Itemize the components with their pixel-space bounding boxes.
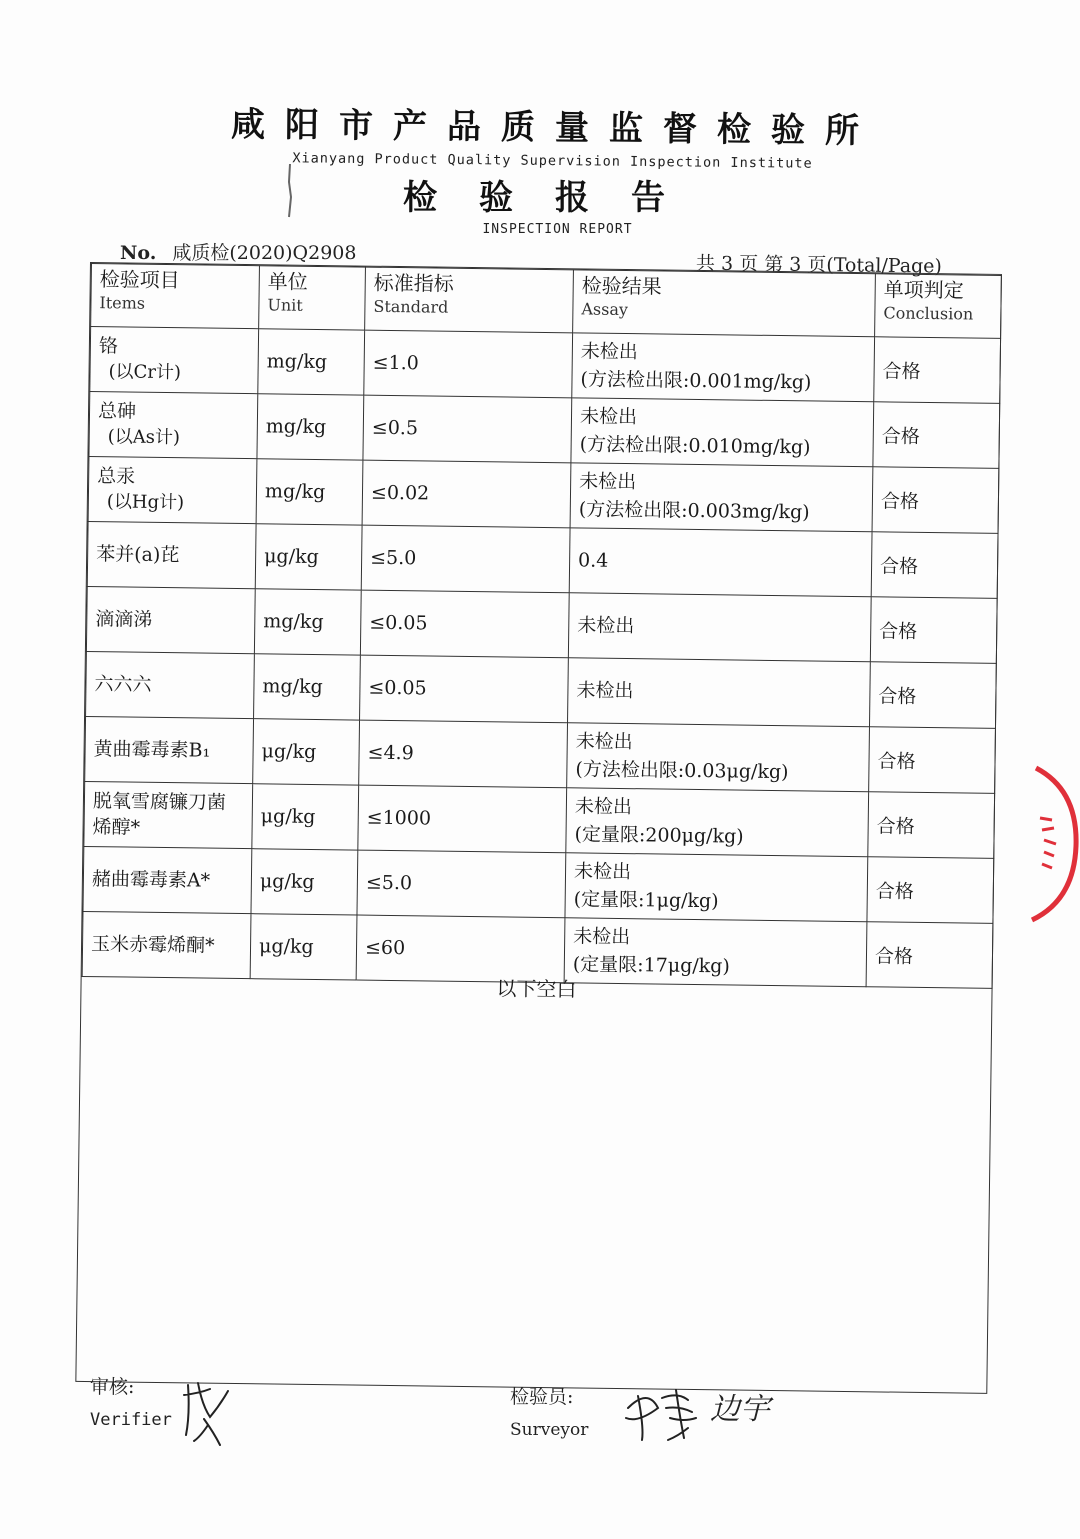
cell-assay bbox=[572, 333, 875, 402]
cell-standard: ≤5.0 bbox=[357, 850, 566, 918]
cell-standard: ≤1.0 bbox=[364, 330, 573, 398]
item-name: 总汞 bbox=[97, 465, 136, 488]
page-info: 共 3 页 第 3 页(Total/Page) bbox=[695, 252, 943, 278]
item-name: 总砷 bbox=[97, 400, 137, 423]
header-standard-en: Standard bbox=[373, 296, 449, 317]
blank-below-note: 以下空白 bbox=[496, 976, 577, 1002]
header-standard bbox=[365, 267, 574, 333]
cell-conclusion: 合格 bbox=[866, 922, 993, 989]
cell-standard: ≤60 bbox=[356, 915, 565, 983]
cell-unit: mg/kg bbox=[256, 459, 363, 525]
cell-standard: ≤5.0 bbox=[361, 525, 570, 593]
cell-assay bbox=[566, 788, 869, 857]
assay-result: 未检出 bbox=[576, 679, 634, 703]
assay-result: 未检出 bbox=[574, 795, 633, 819]
cell-unit: μg/kg bbox=[250, 914, 357, 980]
cell-item bbox=[87, 521, 256, 588]
header-items bbox=[91, 264, 260, 329]
header-conclusion-cn: 单项判定 bbox=[883, 277, 964, 303]
header-assay-cn: 检验结果 bbox=[581, 273, 662, 299]
cell-conclusion: 合格 bbox=[874, 337, 1001, 404]
cell-item bbox=[84, 781, 253, 848]
table-row bbox=[88, 457, 999, 534]
cell-item bbox=[85, 716, 254, 783]
report-number-value: 咸质检(2020)Q2908 bbox=[172, 242, 357, 264]
verifier-label-en: Verifier bbox=[90, 1410, 172, 1430]
cell-unit: μg/kg bbox=[253, 719, 360, 785]
item-sub: (以Hg计) bbox=[106, 491, 185, 514]
cell-conclusion: 合格 bbox=[868, 792, 995, 859]
cell-assay bbox=[570, 463, 873, 532]
assay-detail: (方法检出限:0.03μg/kg) bbox=[575, 758, 789, 784]
cell-standard: ≤1000 bbox=[358, 785, 567, 853]
item-name: 赭曲霉毒素A* bbox=[91, 868, 211, 892]
item-name: 脱氧雪腐镰刀菌烯醇* bbox=[92, 790, 227, 839]
cell-unit: mg/kg bbox=[257, 394, 364, 460]
cell-unit: μg/kg bbox=[251, 849, 358, 915]
cell-assay bbox=[568, 593, 871, 662]
header-assay-en: Assay bbox=[581, 299, 629, 320]
verifier-signature bbox=[180, 1375, 240, 1454]
verifier-label bbox=[90, 1372, 172, 1430]
report-title-cn: 检验报告 bbox=[403, 178, 707, 218]
cell-item bbox=[86, 651, 255, 718]
table-row bbox=[86, 586, 997, 663]
report-title-en: INSPECTION REPORT bbox=[482, 222, 633, 237]
cell-item bbox=[90, 327, 259, 394]
cell-assay bbox=[568, 658, 871, 727]
assay-detail: (方法检出限:0.010mg/kg) bbox=[579, 433, 811, 459]
verifier-label-cn: 审核: bbox=[90, 1376, 135, 1398]
cell-item bbox=[83, 846, 252, 913]
table-row bbox=[83, 846, 994, 923]
cell-unit: mg/kg bbox=[254, 589, 361, 655]
surveyor-signature-text: 边宇 bbox=[710, 1392, 770, 1427]
assay-result: 未检出 bbox=[575, 730, 633, 754]
results-table-frame bbox=[75, 262, 1002, 1394]
cell-standard: ≤0.05 bbox=[360, 655, 569, 723]
table-row bbox=[87, 521, 998, 598]
table-header-row bbox=[91, 264, 1002, 339]
item-name: 六六六 bbox=[94, 673, 152, 696]
header-items-cn: 检验项目 bbox=[99, 267, 180, 293]
assay-result: 未检出 bbox=[573, 925, 631, 949]
assay-detail: (定量限:200μg/kg) bbox=[574, 823, 744, 848]
cell-conclusion: 合格 bbox=[872, 467, 999, 534]
cell-standard: ≤4.9 bbox=[359, 720, 568, 788]
item-name: 黄曲霉毒素B₁ bbox=[93, 738, 211, 762]
assay-result: 未检出 bbox=[579, 470, 637, 494]
surveyor-label-en: Surveyor bbox=[510, 1420, 589, 1440]
assay-result: 未检出 bbox=[579, 405, 638, 429]
header-unit bbox=[259, 266, 366, 330]
cell-assay bbox=[571, 398, 874, 467]
item-name: 玉米赤霉烯酮* bbox=[90, 933, 215, 957]
cell-unit: mg/kg bbox=[254, 654, 361, 720]
header-items-en: Items bbox=[99, 293, 146, 313]
surveyor-signature bbox=[618, 1378, 778, 1452]
cell-unit: μg/kg bbox=[255, 524, 362, 590]
cell-assay bbox=[565, 853, 868, 922]
header-assay bbox=[573, 270, 876, 337]
table-row bbox=[86, 651, 997, 728]
surveyor-label-cn: 检验员: bbox=[510, 1386, 574, 1408]
header-unit-en: Unit bbox=[267, 295, 303, 315]
cell-standard: ≤0.05 bbox=[360, 590, 569, 658]
cell-item bbox=[86, 586, 255, 653]
table-row bbox=[89, 392, 1000, 469]
assay-result: 未检出 bbox=[573, 860, 632, 884]
cell-item bbox=[89, 392, 258, 459]
assay-result: 0.4 bbox=[577, 549, 609, 572]
cell-item bbox=[88, 457, 257, 524]
cell-conclusion: 合格 bbox=[873, 402, 1000, 469]
assay-detail: (方法检出限:0.001mg/kg) bbox=[580, 368, 812, 394]
assay-result: 未检出 bbox=[577, 614, 635, 638]
cell-unit: mg/kg bbox=[258, 329, 365, 395]
cell-conclusion: 合格 bbox=[869, 727, 996, 794]
cell-conclusion: 合格 bbox=[871, 532, 998, 599]
table-row bbox=[85, 716, 996, 793]
item-name: 铬 bbox=[98, 335, 119, 358]
header-conclusion-en: Conclusion bbox=[883, 303, 974, 324]
item-name: 滴滴涕 bbox=[95, 608, 153, 631]
assay-detail: (定量限:1μg/kg) bbox=[573, 888, 719, 913]
header-standard-cn: 标准指标 bbox=[373, 270, 454, 296]
header-conclusion bbox=[875, 274, 1002, 339]
report-number-label: No. bbox=[120, 242, 157, 264]
cell-assay bbox=[569, 528, 872, 597]
cell-conclusion: 合格 bbox=[869, 662, 996, 729]
assay-result: 未检出 bbox=[580, 340, 639, 364]
institute-name-cn: 咸阳市产品质量监督检验所 bbox=[230, 104, 880, 152]
item-name: 苯并(a)芘 bbox=[96, 543, 180, 567]
cell-standard: ≤0.5 bbox=[363, 395, 572, 463]
table-row bbox=[84, 781, 995, 858]
cell-unit: μg/kg bbox=[252, 784, 359, 850]
report-number bbox=[120, 238, 356, 265]
surveyor-label bbox=[510, 1382, 588, 1440]
cell-standard: ≤0.02 bbox=[362, 460, 571, 528]
results-table bbox=[82, 263, 1002, 989]
item-sub: (以As计) bbox=[107, 426, 181, 449]
item-sub: (以Cr计) bbox=[108, 361, 182, 384]
assay-detail: (方法检出限:0.003mg/kg) bbox=[578, 498, 810, 524]
header-unit-cn: 单位 bbox=[267, 269, 308, 294]
table-row bbox=[90, 327, 1001, 404]
cell-conclusion: 合格 bbox=[867, 857, 994, 924]
assay-detail: (定量限:17μg/kg) bbox=[572, 953, 730, 978]
institute-name-en: Xianyang Product Quality Supervision Inspection Institute bbox=[292, 150, 813, 172]
cell-assay bbox=[567, 723, 870, 792]
official-seal-fragment bbox=[1022, 760, 1080, 934]
cell-conclusion: 合格 bbox=[870, 597, 997, 664]
